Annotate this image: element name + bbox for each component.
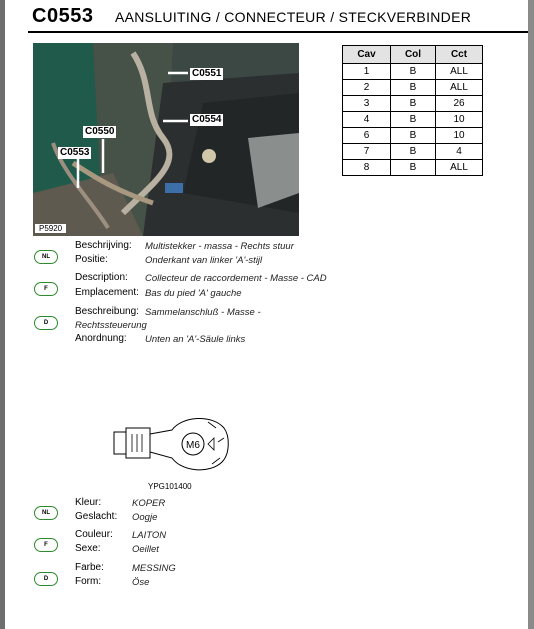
cell-col: B [391, 128, 436, 144]
table-row [343, 144, 483, 160]
cell-cav: 1 [343, 64, 391, 80]
cell-col: B [391, 64, 436, 80]
value-positie: Onderkant van linker 'A'-stijl [145, 255, 263, 266]
label-anordnung: Anordnung: [75, 333, 127, 344]
left-edge-bar [0, 0, 5, 629]
label-geslacht: Geslacht: [75, 511, 118, 522]
cell-cav: 6 [343, 128, 391, 144]
right-scrollbar[interactable] [528, 0, 534, 629]
value-farbe: MESSING [132, 563, 176, 574]
label-emplacement: Emplacement: [75, 287, 139, 298]
cell-cav: 3 [343, 96, 391, 112]
lang-badge-f-2: F [34, 538, 58, 552]
lang-badge-f: F [34, 282, 58, 296]
label-kleur: Kleur: [75, 497, 102, 508]
cell-cct: 10 [436, 128, 483, 144]
photo-scene [33, 43, 299, 236]
label-form: Form: [75, 576, 102, 587]
label-beschrijving: Beschrijving: [75, 240, 132, 251]
table-row [343, 160, 483, 176]
label-description: Description: [75, 272, 128, 283]
cell-cav: 7 [343, 144, 391, 160]
cell-col: B [391, 80, 436, 96]
table-row [343, 128, 483, 144]
cell-cct: 4 [436, 144, 483, 160]
drawing-id: YPG101400 [148, 482, 192, 491]
callout-c0550: C0550 [85, 126, 115, 137]
header-rule [28, 31, 528, 33]
value-emplacement: Bas du pied 'A' gauche [145, 288, 242, 299]
label-sexe: Sexe: [75, 543, 101, 554]
callout-c0554: C0554 [192, 114, 222, 125]
cell-cct: ALL [436, 64, 483, 80]
cell-cav: 8 [343, 160, 391, 176]
label-couleur: Couleur: [75, 529, 113, 540]
cell-cct: ALL [436, 160, 483, 176]
value-beschreibung-cont: Rechtssteuerung [75, 320, 147, 331]
connector-code: C0553 [32, 5, 94, 27]
table-row [343, 80, 483, 96]
label-positie: Positie: [75, 254, 108, 265]
column-header-cav: Cav [343, 46, 391, 64]
location-photo [33, 43, 299, 236]
column-header-cct: Cct [436, 46, 483, 64]
cell-col: B [391, 144, 436, 160]
cell-col: B [391, 96, 436, 112]
cell-col: B [391, 160, 436, 176]
table-row [343, 96, 483, 112]
lang-badge-nl-2: NL [34, 506, 58, 520]
table-row [343, 64, 483, 80]
lang-badge-nl: NL [34, 250, 58, 264]
cell-cav: 4 [343, 112, 391, 128]
lang-badge-d: D [34, 316, 58, 330]
table-header-row [343, 46, 483, 64]
value-description: Collecteur de raccordement - Masse - CAD [145, 273, 327, 284]
pin-table [342, 45, 483, 176]
cell-cct: 26 [436, 96, 483, 112]
value-kleur: KOPER [132, 498, 166, 509]
label-farbe: Farbe: [75, 562, 104, 573]
value-beschreibung: Sammelanschluß - Masse - [145, 307, 261, 318]
value-beschrijving: Multistekker - massa - Rechts stuur [145, 241, 294, 252]
cell-cct: ALL [436, 80, 483, 96]
terminal-drawing [112, 404, 232, 478]
value-anordnung: Unten an 'A'-Säule links [145, 334, 246, 345]
callout-c0551: C0551 [192, 68, 222, 79]
column-header-col: Col [391, 46, 436, 64]
value-form: Öse [132, 577, 150, 588]
cell-cav: 2 [343, 80, 391, 96]
cell-cct: 10 [436, 112, 483, 128]
photo-id: P5920 [35, 224, 66, 233]
page-title: AANSLUITING / CONNECTEUR / STECKVERBINDER [115, 9, 472, 25]
value-geslacht: Oogje [132, 512, 158, 523]
value-sexe: Oeillet [132, 544, 159, 555]
value-couleur: LAITON [132, 530, 167, 541]
callout-c0553: C0553 [60, 147, 90, 158]
table-row [343, 112, 483, 128]
label-beschreibung: Beschreibung: [75, 306, 139, 317]
cell-col: B [391, 112, 436, 128]
lang-badge-d-2: D [34, 572, 58, 586]
stud-label: M6 [186, 440, 200, 451]
